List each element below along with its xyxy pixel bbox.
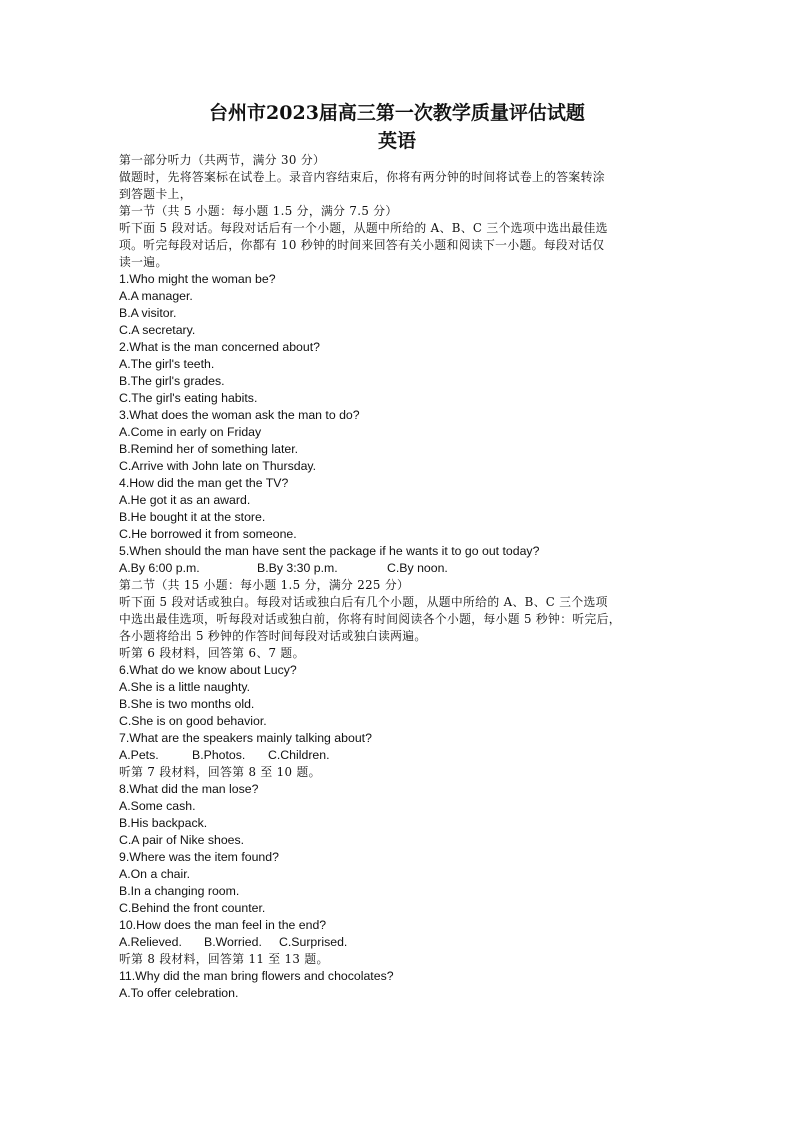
option-4c: C.He borrowed it from someone. (119, 527, 297, 541)
option-5b: B.By 3:30 p.m. (257, 561, 338, 575)
question-3: 3.What does the woman ask the man to do? (119, 408, 360, 422)
option-7c: C.Children. (268, 748, 330, 762)
option-6c: C.She is on good behavior. (119, 714, 267, 728)
option-10c: C.Surprised. (279, 935, 348, 949)
part1-instructions-line2: 到答题卡上， (119, 187, 192, 201)
option-6a: A.She is a little naughty. (119, 680, 251, 694)
option-11a: A.To offer celebration. (119, 986, 239, 1000)
option-10a: A.Relieved. (119, 935, 182, 949)
option-1c: C.A secretary. (119, 323, 196, 337)
section1-instructions-line3: 读一遍。 (119, 255, 168, 269)
option-3c: C.Arrive with John late on Thursday. (119, 459, 317, 473)
question-8: 8.What did the man lose? (119, 782, 259, 796)
material-7-heading: 听第 7 段材料，回答第 8 至 10 题。 (119, 765, 321, 779)
section2-instructions-line3: 各小题将给出 5 秒钟的作答时间每段对话或独白读两遍。 (119, 629, 427, 643)
option-5a: A.By 6:00 p.m. (119, 561, 200, 575)
question-7: 7.What are the speakers mainly talking about? (119, 731, 372, 745)
option-8c: C.A pair of Nike shoes. (119, 833, 245, 847)
option-3b: B.Remind her of something later. (119, 442, 299, 456)
options-5-row (119, 560, 679, 577)
material-6-heading: 听第 6 段材料，回答第 6、7 题。 (119, 646, 305, 660)
question-10: 10.How does the man feel in the end? (119, 918, 327, 932)
section2-heading: 第二节（共 15 小题：每小题 1.5 分，满分 225 分） (119, 578, 410, 592)
section2-instructions-line1: 听下面 5 段对话或独白。每段对话或独白后有几个小题，从题中所给的 A、B、C 三个选项 (119, 595, 608, 609)
question-11: 11.Why did the man bring flowers and chocolates? (119, 969, 394, 983)
option-8a: A.Some cash. (119, 799, 196, 813)
option-6b: B.She is two months old. (119, 697, 255, 711)
section1-instructions-line1: 听下面 5 段对话。每段对话后有一个小题，从题中所给的 A、B、C 三个选项中选出最佳选 (119, 221, 608, 235)
question-1: 1.Who might the woman be? (119, 272, 276, 286)
options-7-row (119, 747, 679, 764)
option-5c: C.By noon. (387, 561, 448, 575)
section1-instructions-line2: 项。听完每段对话后，你都有 10 秒钟的时间来回答有关小题和阅读下一小题。每段对话仅 (119, 238, 605, 252)
option-7b: B.Photos. (192, 748, 246, 762)
option-1a: A.A manager. (119, 289, 193, 303)
section1-heading: 第一节（共 5 小题：每小题 1.5 分，满分 7.5 分） (119, 204, 398, 218)
option-9a: A.On a chair. (119, 867, 191, 881)
option-7a: A.Pets. (119, 748, 159, 762)
question-6: 6.What do we know about Lucy? (119, 663, 297, 677)
options-10-row (119, 934, 679, 951)
question-9: 9.Where was the item found? (119, 850, 279, 864)
option-9b: B.In a changing room. (119, 884, 240, 898)
exam-body (119, 152, 679, 1002)
option-2a: A.The girl's teeth. (119, 357, 215, 371)
option-2c: C.The girl's eating habits. (119, 391, 258, 405)
option-4b: B.He bought it at the store. (119, 510, 266, 524)
question-2: 2.What is the man concerned about? (119, 340, 320, 354)
part1-heading: 第一部分听力（共两节，满分 30 分） (119, 153, 326, 167)
option-8b: B.His backpack. (119, 816, 208, 830)
subject-title: 英语 (377, 130, 416, 152)
option-10b: B.Worried. (204, 935, 262, 949)
part1-instructions-line1: 做题时，先将答案标在试卷上。录音内容结束后，你将有两分钟的时间将试卷上的答案转涂 (119, 170, 605, 184)
option-4a: A.He got it as an award. (119, 493, 251, 507)
option-3a: A.Come in early on Friday (119, 425, 262, 439)
exam-title: 台州市2023届高三第一次教学质量评估试题 (209, 102, 585, 124)
material-8-heading: 听第 8 段材料，回答第 11 至 13 题。 (119, 952, 329, 966)
question-4: 4.How did the man get the TV? (119, 476, 289, 490)
option-1b: B.A visitor. (119, 306, 177, 320)
option-9c: C.Behind the front counter. (119, 901, 266, 915)
option-2b: B.The girl's grades. (119, 374, 225, 388)
question-5: 5.When should the man have sent the package if he wants it to go out today? (119, 544, 540, 558)
section2-instructions-line2: 中选出最佳选项，听每段对话或独白前，你将有时间阅读各个小题，每小题 5 秒钟：听完后， (119, 612, 621, 626)
